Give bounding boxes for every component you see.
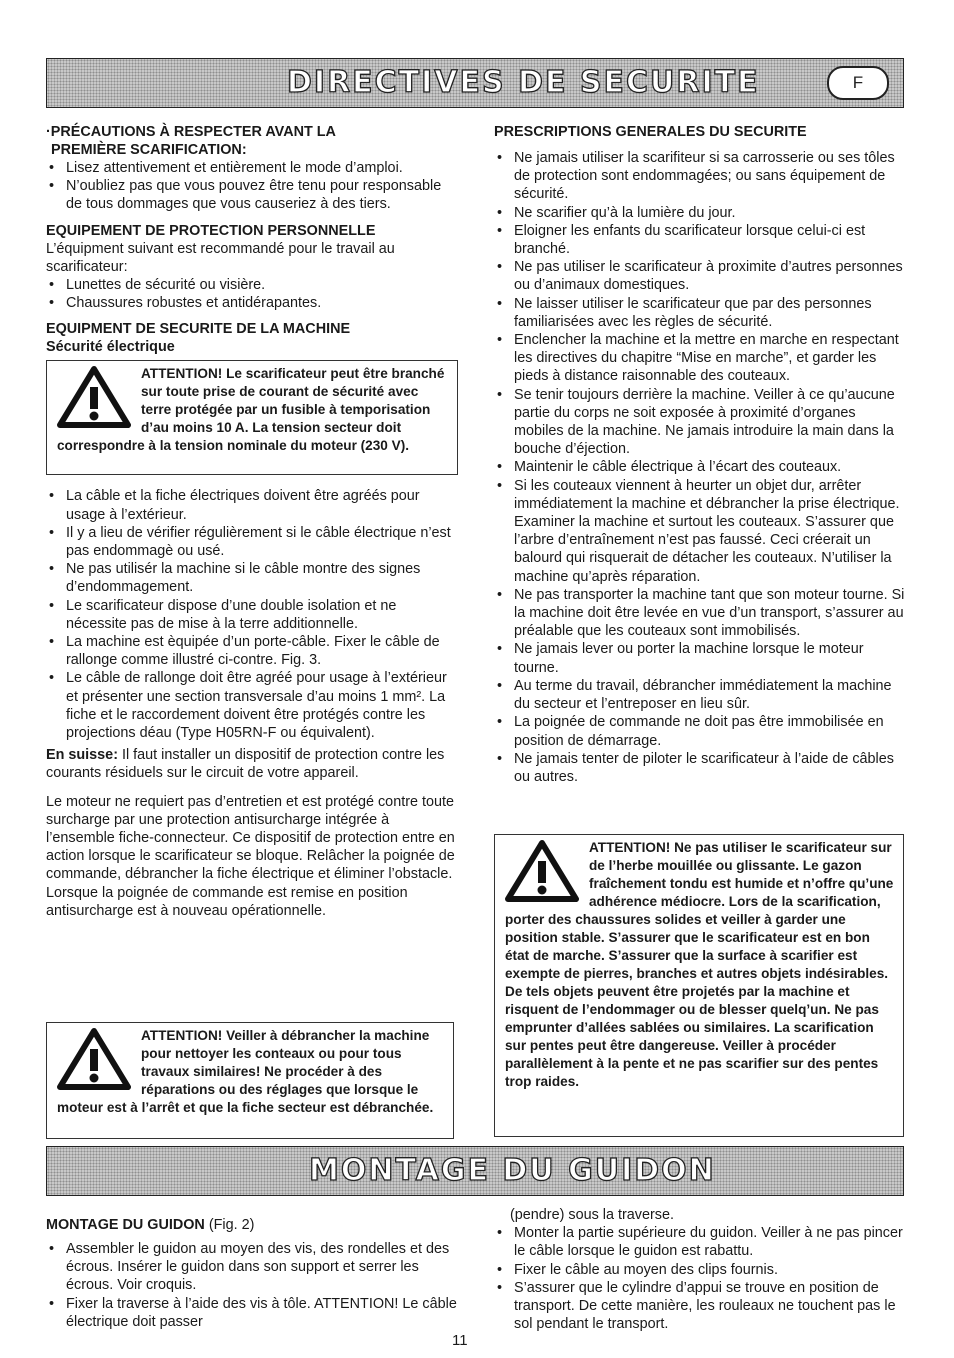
subheading-electrical-safety: Sécurité électrique xyxy=(46,339,175,356)
list-item: • Ne pas utiliser le scarificateur à proximite d’autres personnes ou d’animaux domestiques. xyxy=(494,258,906,294)
warning-text: Ne pas utiliser le scarificateur sur de l’herbe mouillée ou glissante. Le gazon fraîchement tondu est humide et n’offre qu’une adhérence médiocre. Lors de la scarification, porter des chaussures solides et veiller à garder une position stable. S’assurer que le scarificateur est en bon état de marche. S’assurer que la surface à scarifier est exempte de pierres, branches et autres objets indésirables. De tels objets peuvent être projetés par la machine et risquent de l’endommager ou de blesser quelq’un. Ne pas emprunter d’allées sablées ou similaires. La scarification sur pentes peut être dangereuse. Veiller à procéder parallèlement à la pente et ne pas scarifier sur des pentes trop raides. xyxy=(505,840,894,1089)
list-item: • S’assurer que le cylindre d’appui se trouve en position de transport. De cette manière, les rouleaux ne touchent pas le sol pendant le transport. xyxy=(494,1279,906,1334)
list-item: • Si les couteaux viennent à heurter un objet dur, arrêter immédiatement la machine et débrancher la prise électrique. Examiner la machine et surtout les couteaux. S’assurer que l’arbre d’entraînement n’est pas faussé. Ceci créerait un balourd qui risquerait de détacher les couteaux. N’utiliser la machine qu’après réparation. xyxy=(494,477,906,586)
list-item: • Ne scarifier qu’à la lumière du jour. xyxy=(494,204,906,222)
montage-list-right xyxy=(494,1224,906,1333)
list-item: • Monter la partie supérieure du guidon. Veiller à ne pas pincer le câble lorsque le guidon est rabattu. xyxy=(494,1224,906,1260)
list-item: • Ne jamais tenter de piloter le scarificateur à l’aide de câbles ou autres. xyxy=(494,750,906,786)
list-item: • N’oubliez pas que vous pouvez être tenu pour responsable de tous dommages que vous causeriez à des tiers. xyxy=(46,177,458,213)
banner-title: DIRECTIVES DE SECURITE xyxy=(287,64,760,100)
list-item: • Eloigner les enfants du scarificateur lorsque celui-ci est branché. xyxy=(494,222,906,258)
warning-triangle-icon xyxy=(505,839,579,903)
section-banner-handlebar xyxy=(46,1146,904,1196)
montage-left xyxy=(46,1216,458,1331)
heading-machine-safety: EQUIPMENT DE SECURITE DE LA MACHINE xyxy=(46,321,351,338)
list-item: • Ne pas utilisér la machine si le câble montre des signes d’endommagement. xyxy=(46,560,458,596)
warning-box-electrical xyxy=(46,360,458,475)
motor-paragraph: Le moteur ne requiert pas d’entretien et est protégé contre toute surcharge par une protection antisurcharge intégrée à l’ensemble fiche-connecteur. Ce dispositif de protection entre en action lorsque le scarificateur se bloque. Relâcher la poignée de commande, débrancher la fiche électrique et éliminer l’obstacle. Lorsque la poignée de commande est remise en position antisurcharge est à nouveau opérationnelle. xyxy=(46,793,455,919)
precautions-list xyxy=(46,159,458,214)
protection-intro: L’équipment suivant est recommandé pour le travail au scarificateur: xyxy=(46,240,395,275)
list-item: • La poignée de commande ne doit pas être immobilisée en position de démarrage. xyxy=(494,713,906,749)
list-item: • Le scarificateur dispose d’une double isolation et ne nécessite pas de mise à la terre additionnelle. xyxy=(46,597,458,633)
list-item: • Se tenir toujours derrière la machine. Veiller à ce qu’aucune partie du corps ne soit exposée à proximité d’organes mobiles de la machine. Ne jamais introduire la main dans la bouche d’éjection. xyxy=(494,386,906,459)
general-safety-list xyxy=(494,149,906,786)
list-item: • Fixer la traverse à l’aide des vis à tôle. ATTENTION! Le câble électrique doit passer xyxy=(46,1295,458,1331)
list-item: • Fixer le câble au moyen des clips fournis. xyxy=(494,1261,906,1279)
list-item: • Chaussures robustes et antidérapantes. xyxy=(46,294,458,312)
list-item: • La câble et la fiche électriques doivent être agréés pour usage à l’extérieur. xyxy=(46,487,458,523)
list-item: • Ne jamais utiliser la scarifiteur si sa carrosserie ou ses tôles de protection sont endommagées; ou sans équipement de sécurité. xyxy=(494,149,906,204)
left-column xyxy=(46,123,458,920)
montage-right xyxy=(494,1206,906,1333)
section-banner-safety xyxy=(46,58,904,108)
warning-text: Le scarificateur peut être branché sur toute prise de courant de sécurité avec terre protégée par un fusible à temporisation d’au moins 10 A. La tension secteur doit correspondre à la tension nominale du moteur (230 V). xyxy=(57,366,445,454)
list-item: • Le câble de rallonge doit être agréé pour usage à l’extérieur et présenter une section transversale d’au moins 1 mm². La fiche et le raccordement doivent être protégés contre les projections déau (Type H05RN-F ou équivalent). xyxy=(46,669,458,742)
warning-box-grass xyxy=(494,834,904,1137)
list-item: • Lunettes de sécurité ou visière. xyxy=(46,276,458,294)
warning-label: ATTENTION! xyxy=(141,366,223,382)
list-item: • Il y a lieu de vérifier régulièrement si le câble électrique n’est pas endommagè ou usé. xyxy=(46,524,458,560)
language-badge: F xyxy=(827,66,889,100)
suisse-paragraph: En suisse: Il faut installer un dispositif de protection contre les courants résiduels sur le circuit de votre appareil. xyxy=(46,747,445,782)
list-item: • Maintenir le câble électrique à l’écart des couteaux. xyxy=(494,458,906,476)
warning-label: ATTENTION! xyxy=(141,1028,223,1043)
list-item: • La machine est èquipée d’un porte-câble. Fixer le câble de rallonge comme illustré ci-contre. Fig. 3. xyxy=(46,633,458,669)
page-number: 11 xyxy=(452,1332,468,1349)
protection-list xyxy=(46,276,458,312)
list-item: • Ne jamais lever ou porter la machine lorsque le moteur tourne. xyxy=(494,640,906,676)
warning-box-cleaning xyxy=(46,1022,454,1139)
warning-text: Veiller à débrancher la machine pour nettoyer les conteaux ou pour tous travaux similaires! Ne procéder à des réparations ou des réglages que lorsque le moteur est à l’arrêt et que la fiche secteur est débranchée. xyxy=(57,1028,434,1115)
warning-triangle-icon xyxy=(57,1027,131,1091)
list-item: • Assembler le guidon au moyen des vis, des rondelles et des écrous. Insérer le guidon dans son support et serrer les écrous. Voir croquis. xyxy=(46,1240,458,1295)
list-item: • Au terme du travail, débrancher immédiatement la machine du secteur et l’entreposer en lieu sûr. xyxy=(494,677,906,713)
electrical-list xyxy=(46,487,458,742)
heading-precautions: ·PRÉCAUTIONS À RESPECTER AVANT LA PREMIÈRE SCARIFICATION: xyxy=(46,124,336,158)
list-item: • Ne laisser utiliser le scarificateur que par des personnes familiarisées avec les règles de sécurité. xyxy=(494,295,906,331)
montage-list-left xyxy=(46,1240,458,1331)
list-item: • Ne pas transporter la machine tant que son moteur tourne. Si la machine doit être levée en vue d’un transport, s’assurer au préalable que les couteaux sont immobilisés. xyxy=(494,586,906,641)
list-item: • Enclencher la machine et la mettre en marche en respectant les directives du chapitre “Mise en marche”, et garder les pieds à distance raisonnable des couteaux. xyxy=(494,331,906,386)
montage-continuation: (pendre) sous la traverse. xyxy=(510,1207,674,1223)
banner-title: MONTAGE DU GUIDON xyxy=(309,1152,716,1188)
list-item: • Lisez attentivement et entièrement le mode d’amploi. xyxy=(46,159,458,177)
warning-triangle-icon xyxy=(57,365,131,429)
heading-general-safety: PRESCRIPTIONS GENERALES DU SECURITE xyxy=(494,124,807,140)
warning-label: ATTENTION! xyxy=(589,840,671,855)
heading-montage: MONTAGE DU GUIDON (Fig. 2) xyxy=(46,1217,255,1233)
right-column xyxy=(494,123,906,786)
heading-protection-equipment: EQUIPEMENT DE PROTECTION PERSONNELLE xyxy=(46,222,376,239)
